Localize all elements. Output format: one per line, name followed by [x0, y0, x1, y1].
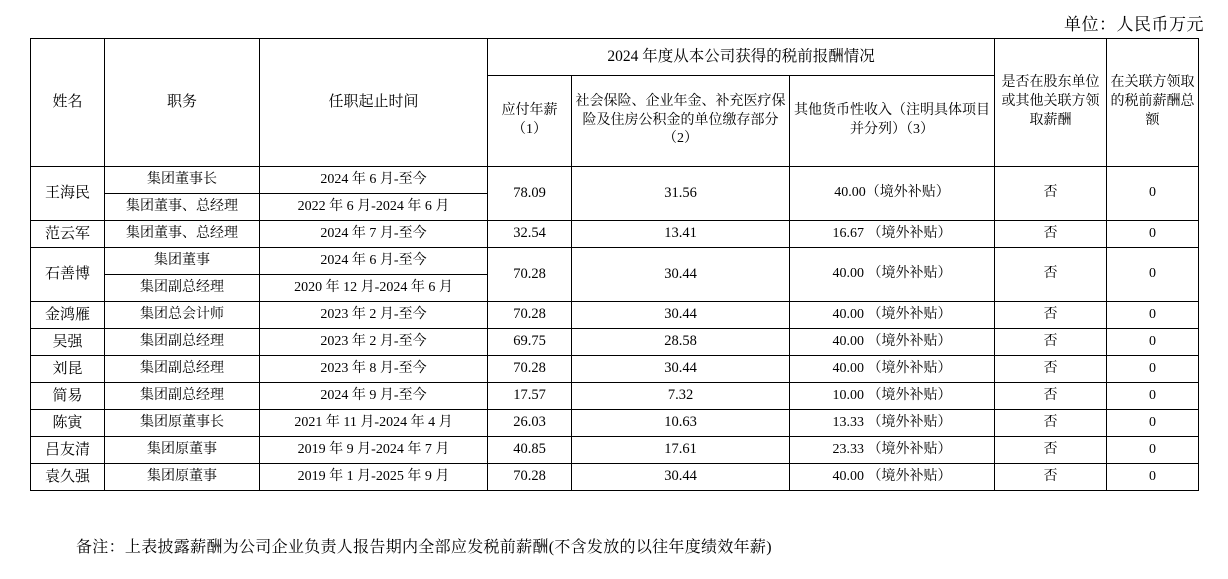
column-header-other: 其他货币性收入（注明具体项目并分列）（3） — [790, 76, 995, 167]
cell-from-shareholder: 否 — [995, 302, 1107, 329]
cell-social: 7.32 — [572, 383, 790, 410]
cell-other: 40.00 （境外补贴） — [790, 329, 995, 356]
cell-from-shareholder: 否 — [995, 383, 1107, 410]
cell-title: 集团董事、总经理 — [105, 194, 260, 221]
cell-pay: 70.28 — [488, 356, 572, 383]
executive-compensation-table — [30, 38, 1199, 491]
cell-from-shareholder: 否 — [995, 410, 1107, 437]
table-row — [31, 356, 1199, 383]
cell-pay: 26.03 — [488, 410, 572, 437]
unit-note: 单位：人民币万元 — [1064, 15, 1204, 34]
cell-related-total: 0 — [1107, 383, 1199, 410]
cell-name: 吕友清 — [31, 437, 105, 464]
column-header-title: 职务 — [105, 39, 260, 167]
cell-title: 集团原董事长 — [105, 410, 260, 437]
cell-from-shareholder: 否 — [995, 221, 1107, 248]
cell-other: 23.33 （境外补贴） — [790, 437, 995, 464]
table-row — [31, 221, 1199, 248]
cell-title: 集团原董事 — [105, 437, 260, 464]
column-header-social: 社会保险、企业年金、补充医疗保险及住房公积金的单位缴存部分（2） — [572, 76, 790, 167]
cell-from-shareholder: 否 — [995, 248, 1107, 302]
cell-name: 简易 — [31, 383, 105, 410]
cell-title: 集团原董事 — [105, 464, 260, 491]
cell-title: 集团董事、总经理 — [105, 221, 260, 248]
cell-from-shareholder: 否 — [995, 464, 1107, 491]
cell-related-total: 0 — [1107, 329, 1199, 356]
cell-from-shareholder: 否 — [995, 356, 1107, 383]
cell-other: 16.67 （境外补贴） — [790, 221, 995, 248]
cell-related-total: 0 — [1107, 302, 1199, 329]
cell-name: 刘昆 — [31, 356, 105, 383]
cell-other: 40.00 （境外补贴） — [790, 356, 995, 383]
cell-social: 30.44 — [572, 356, 790, 383]
cell-other: 40.00（境外补贴） — [790, 167, 995, 221]
cell-title: 集团副总经理 — [105, 275, 260, 302]
table-footnote: 备注：上表披露薪酬为公司企业负责人报告期内全部应发税前薪酬(不含发放的以往年度绩效年薪) — [76, 539, 772, 556]
cell-title: 集团副总经理 — [105, 383, 260, 410]
cell-title: 集团副总经理 — [105, 356, 260, 383]
cell-period: 2024 年 7 月-至今 — [260, 221, 488, 248]
cell-period: 2024 年 6 月-至今 — [260, 167, 488, 194]
cell-title: 集团副总经理 — [105, 329, 260, 356]
cell-title: 集团总会计师 — [105, 302, 260, 329]
cell-related-total: 0 — [1107, 167, 1199, 221]
cell-social: 30.44 — [572, 464, 790, 491]
table-row — [31, 464, 1199, 491]
cell-other: 40.00 （境外补贴） — [790, 464, 995, 491]
cell-period: 2024 年 6 月-至今 — [260, 248, 488, 275]
cell-other: 10.00 （境外补贴） — [790, 383, 995, 410]
table-header — [31, 39, 1199, 167]
cell-title: 集团董事 — [105, 248, 260, 275]
cell-pay: 78.09 — [488, 167, 572, 221]
column-header-pay: 应付年薪（1） — [488, 76, 572, 167]
column-header-period: 任职起止时间 — [260, 39, 488, 167]
cell-name: 袁久强 — [31, 464, 105, 491]
cell-period: 2022 年 6 月-2024 年 6 月 — [260, 194, 488, 221]
cell-social: 28.58 — [572, 329, 790, 356]
cell-related-total: 0 — [1107, 437, 1199, 464]
column-header-group-pretax: 2024 年度从本公司获得的税前报酬情况 — [488, 39, 995, 76]
cell-period: 2020 年 12 月-2024 年 6 月 — [260, 275, 488, 302]
cell-name: 石善博 — [31, 248, 105, 302]
cell-related-total: 0 — [1107, 221, 1199, 248]
table-row — [31, 383, 1199, 410]
cell-from-shareholder: 否 — [995, 437, 1107, 464]
cell-name: 陈寅 — [31, 410, 105, 437]
cell-name: 吴强 — [31, 329, 105, 356]
table-row — [31, 248, 1199, 275]
cell-related-total: 0 — [1107, 464, 1199, 491]
cell-other: 40.00 （境外补贴） — [790, 248, 995, 302]
cell-social: 30.44 — [572, 248, 790, 302]
cell-period: 2023 年 2 月-至今 — [260, 329, 488, 356]
cell-social: 30.44 — [572, 302, 790, 329]
cell-from-shareholder: 否 — [995, 167, 1107, 221]
cell-period: 2021 年 11 月-2024 年 4 月 — [260, 410, 488, 437]
cell-social: 13.41 — [572, 221, 790, 248]
cell-name: 王海民 — [31, 167, 105, 221]
cell-social: 31.56 — [572, 167, 790, 221]
table-row — [31, 302, 1199, 329]
cell-period: 2023 年 2 月-至今 — [260, 302, 488, 329]
cell-other: 40.00 （境外补贴） — [790, 302, 995, 329]
table-row — [31, 167, 1199, 194]
cell-social: 17.61 — [572, 437, 790, 464]
cell-name: 范云军 — [31, 221, 105, 248]
cell-period: 2019 年 9 月-2024 年 7 月 — [260, 437, 488, 464]
cell-pay: 70.28 — [488, 248, 572, 302]
column-header-name: 姓名 — [31, 39, 105, 167]
cell-social: 10.63 — [572, 410, 790, 437]
cell-pay: 69.75 — [488, 329, 572, 356]
table-row — [31, 437, 1199, 464]
cell-pay: 32.54 — [488, 221, 572, 248]
cell-related-total: 0 — [1107, 410, 1199, 437]
cell-period: 2024 年 9 月-至今 — [260, 383, 488, 410]
table-row — [31, 329, 1199, 356]
column-header-related-total: 在关联方领取的税前薪酬总额 — [1107, 39, 1199, 167]
column-header-from-shareholder: 是否在股东单位或其他关联方领取薪酬 — [995, 39, 1107, 167]
table-body — [31, 167, 1199, 491]
table-row — [31, 410, 1199, 437]
cell-pay: 70.28 — [488, 464, 572, 491]
cell-pay: 17.57 — [488, 383, 572, 410]
cell-period: 2019 年 1 月-2025 年 9 月 — [260, 464, 488, 491]
cell-other: 13.33 （境外补贴） — [790, 410, 995, 437]
cell-period: 2023 年 8 月-至今 — [260, 356, 488, 383]
cell-title: 集团董事长 — [105, 167, 260, 194]
cell-related-total: 0 — [1107, 356, 1199, 383]
cell-related-total: 0 — [1107, 248, 1199, 302]
cell-from-shareholder: 否 — [995, 329, 1107, 356]
cell-pay: 40.85 — [488, 437, 572, 464]
cell-name: 金鸿雁 — [31, 302, 105, 329]
cell-pay: 70.28 — [488, 302, 572, 329]
